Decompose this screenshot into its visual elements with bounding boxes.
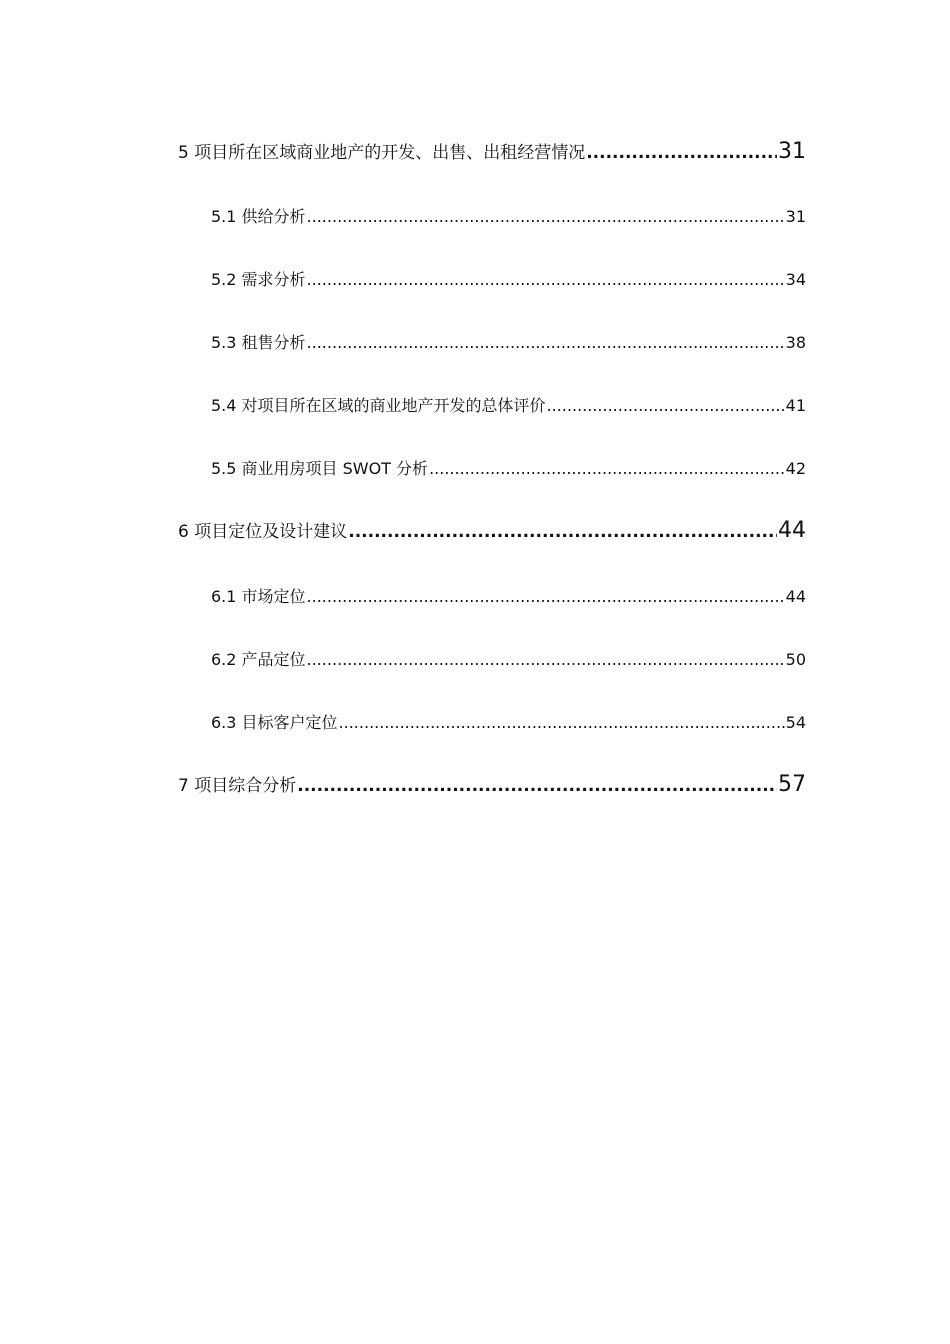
- toc-entry-page: 44: [785, 587, 806, 606]
- toc-entry-title: 5.1 供给分析: [211, 207, 306, 226]
- toc-entry-page: 31: [785, 207, 806, 226]
- toc-entry-page: 57: [778, 772, 806, 797]
- toc-entry-page: 38: [785, 333, 806, 352]
- toc-entry-title: 5.4 对项目所在区域的商业地产开发的总体评价: [211, 396, 546, 415]
- toc-entry-title: 6.3 目标客户定位: [211, 713, 338, 732]
- toc-entry-title: 6.2 产品定位: [211, 650, 306, 669]
- toc-entry-title: 7 项目综合分析: [178, 776, 297, 796]
- toc-entry-title: 5.5 商业用房项目 SWOT 分析: [211, 459, 429, 478]
- toc-leader-dots: [586, 143, 777, 163]
- toc-leader-dots: [297, 776, 777, 796]
- toc-entry-title: 6.1 市场定位: [211, 587, 306, 606]
- toc-entry-title: 6 项目定位及设计建议: [178, 522, 348, 542]
- toc-entry-5-5[interactable]: [211, 456, 806, 479]
- toc-leader-dots: [307, 207, 785, 226]
- toc-entry-6-3[interactable]: [211, 710, 806, 733]
- toc-entry-5-3[interactable]: [211, 330, 806, 353]
- toc-entry-chapter-6[interactable]: [178, 517, 806, 543]
- toc-entry-page: 34: [785, 270, 806, 289]
- toc-entry-chapter-7[interactable]: [178, 771, 806, 797]
- toc-entry-title: 5.2 需求分析: [211, 270, 306, 289]
- toc-entry-6-1[interactable]: [211, 584, 806, 607]
- toc-entry-page: 41: [785, 396, 806, 415]
- toc-entry-page: 44: [778, 518, 806, 543]
- toc-leader-dots: [307, 650, 785, 669]
- toc-entry-5-1[interactable]: [211, 204, 806, 227]
- toc-leader-dots: [307, 333, 785, 352]
- toc-entry-5-4[interactable]: [211, 393, 806, 416]
- toc-leader-dots: [339, 713, 785, 732]
- toc-entry-5-2[interactable]: [211, 267, 806, 290]
- toc-entry-chapter-5[interactable]: [178, 138, 806, 164]
- toc-leader-dots: [307, 270, 785, 289]
- toc-entry-title: 5 项目所在区域商业地产的开发、出售、出租经营情况: [178, 143, 586, 163]
- toc-entry-page: 31: [778, 139, 806, 164]
- toc-leader-dots: [429, 459, 785, 478]
- toc-entry-title: 5.3 租售分析: [211, 333, 306, 352]
- toc-entry-page: 54: [785, 713, 806, 732]
- toc-leader-dots: [307, 587, 785, 606]
- toc-entry-page: 50: [785, 650, 806, 669]
- toc-leader-dots: [348, 522, 777, 542]
- toc-entry-page: 42: [785, 459, 806, 478]
- toc-entry-6-2[interactable]: [211, 647, 806, 670]
- toc-leader-dots: [547, 396, 785, 415]
